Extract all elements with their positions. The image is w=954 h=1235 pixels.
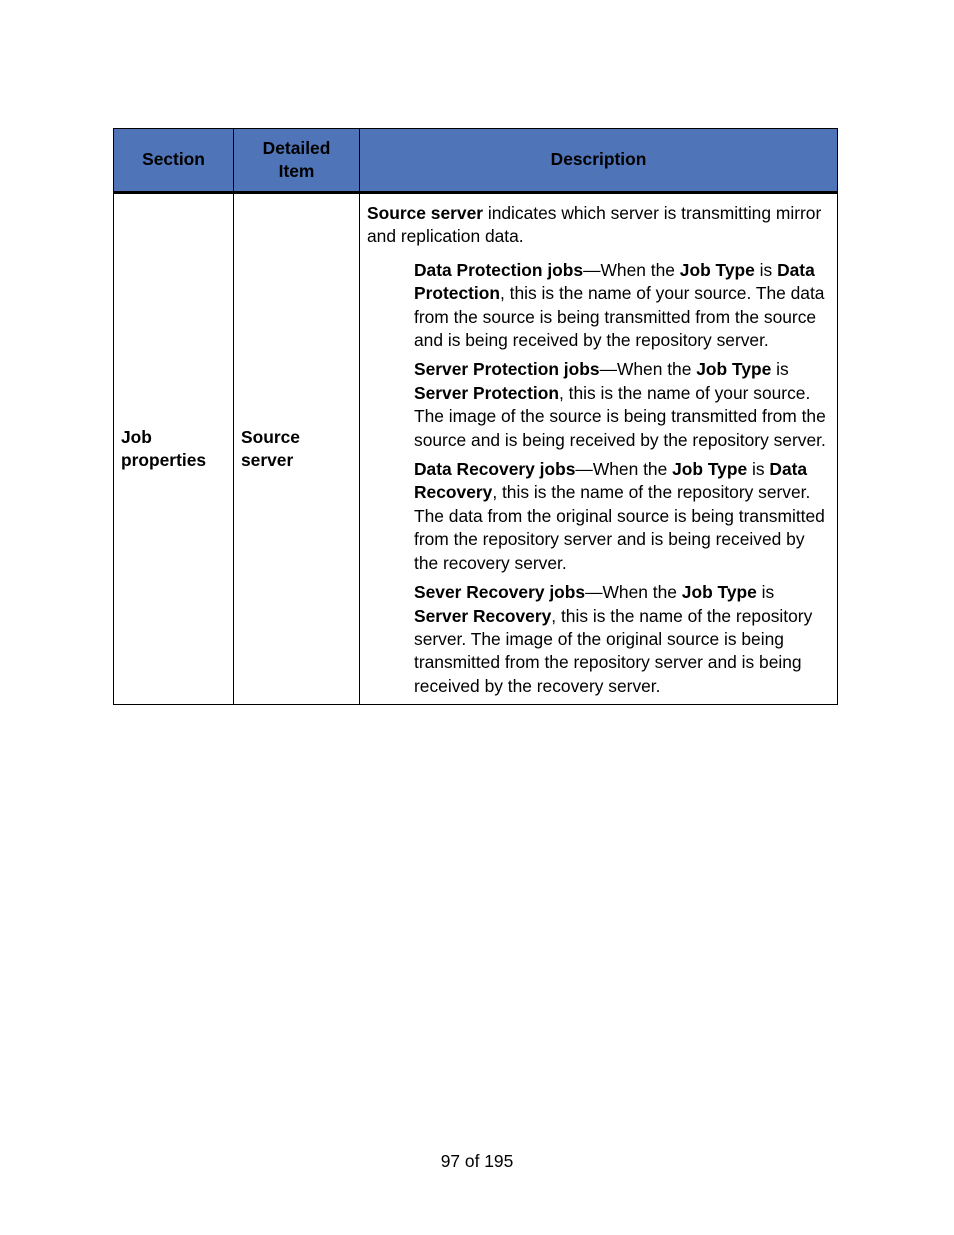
job-type-label: Job Type [696, 359, 772, 380]
section-cell-line1: Job [121, 426, 152, 447]
job-type-label: Job Type [679, 259, 755, 280]
job-is-text: is [756, 582, 775, 603]
job-title: Server Protection jobs [414, 359, 600, 380]
job-description-server-recovery [414, 581, 831, 698]
job-description-server-protection [414, 358, 831, 452]
job-description-data-protection [414, 259, 831, 353]
job-is-text: is [771, 359, 789, 380]
header-section [114, 129, 234, 193]
job-rest-text: , this is the name of your source. The data from the source is being transmitted from the source and is being received by the repository server. [414, 283, 825, 351]
job-description-data-recovery [414, 458, 831, 575]
header-description-label: Description [550, 149, 647, 170]
section-cell [114, 193, 234, 705]
header-detailed-item-line1: Detailed [262, 137, 331, 158]
header-detailed-item-line2: Item [278, 161, 315, 181]
detailed-item-cell-line1: Source [241, 426, 300, 447]
job-is-text: is [754, 259, 778, 280]
job-dash-text: —When the [599, 359, 697, 380]
job-type-value: Data Recovery [414, 459, 808, 503]
section-cell-line2: properties [121, 450, 207, 471]
job-type-label: Job Type [681, 582, 757, 603]
job-type-value: Data Protection [414, 259, 815, 304]
job-properties-table [113, 128, 838, 705]
page-number: 97 of 195 [440, 1151, 514, 1171]
detailed-item-cell-line2: server [241, 450, 294, 471]
job-is-text: is [747, 459, 770, 480]
job-title: Data Protection jobs [414, 259, 584, 280]
job-title: Sever Recovery jobs [414, 582, 586, 603]
table-header-row [114, 129, 838, 193]
job-dash-text: —When the [575, 459, 673, 480]
job-title: Data Recovery jobs [414, 459, 576, 480]
intro-term: Source server [367, 203, 484, 223]
description-intro [367, 202, 831, 249]
header-description [360, 129, 838, 193]
job-type-value: Server Protection [414, 382, 559, 403]
job-rest-text: , this is the name of the repository server. The data from the original source is being transmitted from the repository server and is being received by the recovery server. [414, 482, 825, 573]
header-section-label: Section [142, 149, 205, 170]
job-rest-text: , this is the name of the repository server. The image of the original source is being transmitted from the repository server and is being received by the recovery server. [414, 605, 813, 696]
table-row [114, 193, 838, 705]
job-dash-text: —When the [585, 582, 682, 603]
description-cell [360, 193, 838, 705]
job-rest-text: , this is the name of your source. The image of the source is being transmitted from the source and is being received by the repository server. [414, 382, 826, 450]
detailed-item-cell [234, 193, 360, 705]
job-dash-text: —When the [583, 259, 680, 280]
job-type-label: Job Type [672, 459, 748, 480]
header-detailed-item [234, 129, 360, 193]
intro-text: indicates which server is transmitting mirror and replication data. [367, 203, 822, 247]
job-type-value: Server Recovery [414, 605, 552, 626]
